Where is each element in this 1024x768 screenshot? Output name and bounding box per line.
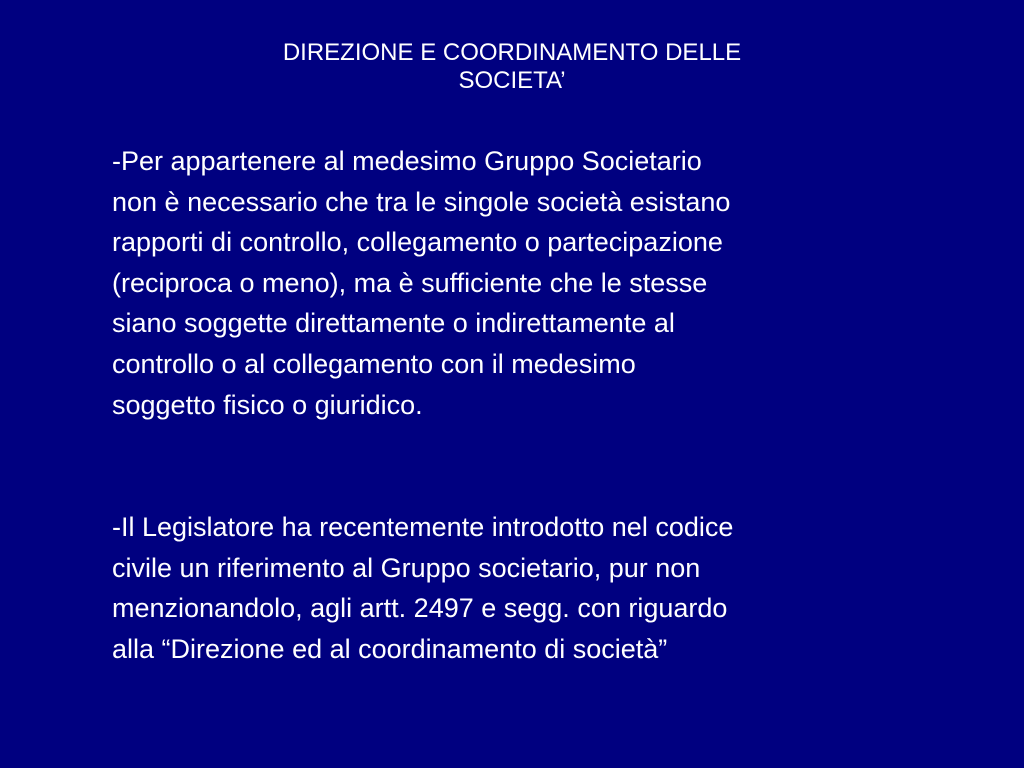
paragraph-line: -Per appartenere al medesimo Gruppo Societario [112,146,702,176]
paragraph-legislator [112,507,912,669]
paragraph-line: (reciproca o meno), ma è sufficiente che le stesse [112,267,708,298]
paragraph-group-membership [112,141,912,425]
paragraph-line: civile un riferimento al Gruppo societario, pur non [112,552,701,583]
paragraph-line: siano soggette direttamente o indirettamente al [112,308,675,339]
paragraph-line: non è necessario che tra le singole società esistano [112,186,731,217]
paragraph-line: rapporti di controllo, collegamento o partecipazione [112,227,723,258]
paragraph-line: menzionandolo, agli artt. 2497 e segg. con riguardo [112,593,728,624]
title-line: SOCIETA’ [458,66,566,94]
paragraph-line: soggetto fisico o giuridico. [112,389,423,420]
slide-title [160,39,864,94]
paragraph-line: alla “Direzione ed al coordinamento di società” [112,633,668,664]
title-line: DIREZIONE E COORDINAMENTO DELLE [282,39,742,66]
paragraph-line: -Il Legislatore ha recentemente introdotto nel codice [112,512,734,542]
paragraph-line: controllo o al collegamento con il medesimo [112,348,636,379]
